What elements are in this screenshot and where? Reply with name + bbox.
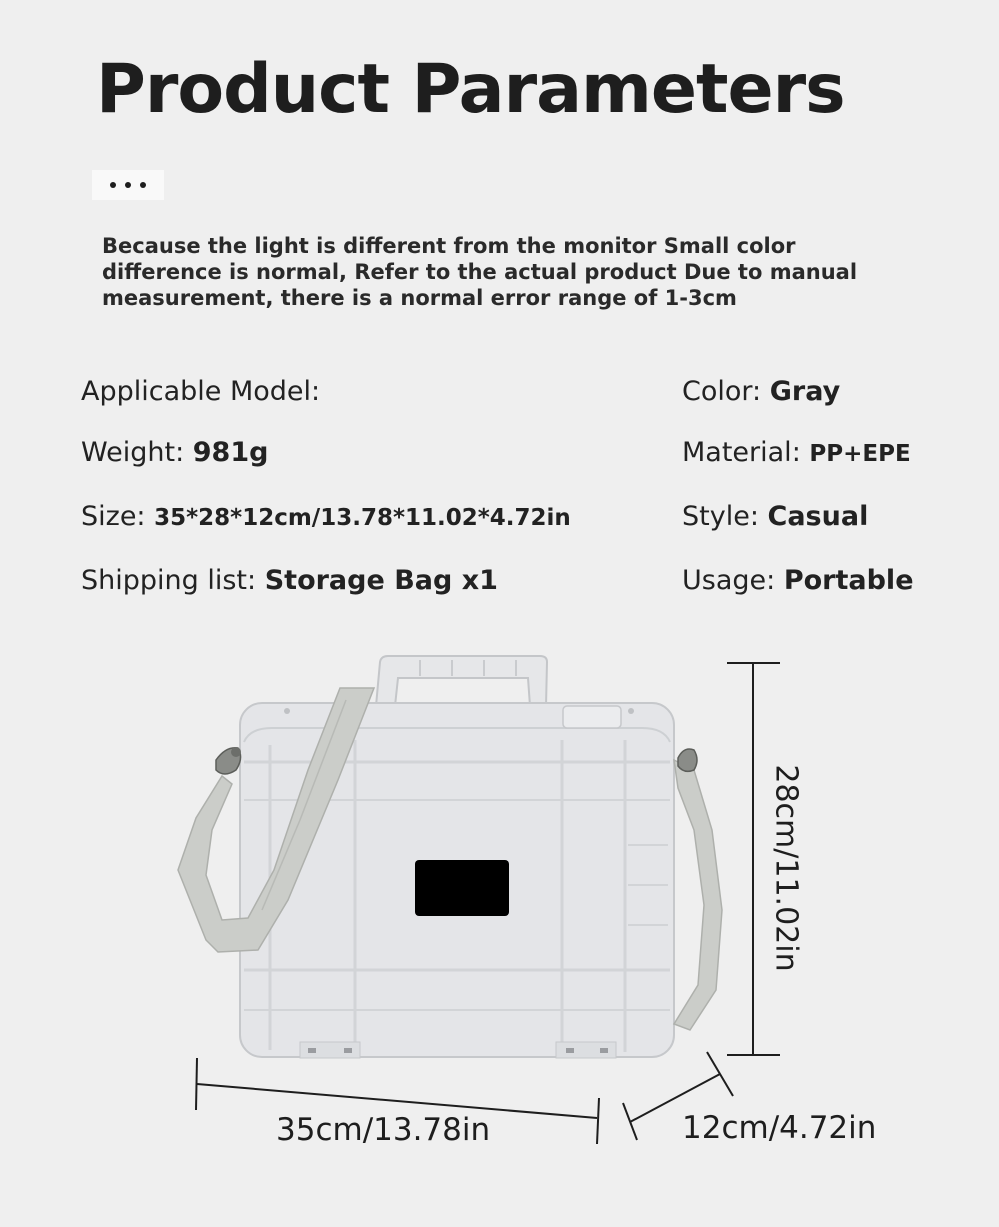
color-measurement-notice: Because the light is different from the monitor Small color difference is normal, Refer to the actual product Due to manual measurement, there is a normal error range of 1-3cm <box>102 234 858 310</box>
case-handle <box>376 656 547 706</box>
label-plate <box>415 860 509 916</box>
param-label: Weight: <box>81 437 185 468</box>
param-label: Size: <box>81 501 146 532</box>
param-label: Material: <box>682 437 801 468</box>
depth-dimension-label: 12cm/4.72in <box>682 1110 877 1146</box>
width-dimension-label: 35cm/13.78in <box>276 1112 491 1148</box>
param-label: Style: <box>682 501 759 532</box>
param-value: PP+EPE <box>809 441 911 467</box>
param-value: Storage Bag x1 <box>264 565 498 596</box>
page-title: Product Parameters <box>96 50 845 129</box>
param-label: Shipping list: <box>81 565 257 596</box>
param-label: Usage: <box>682 565 776 596</box>
param-value: Portable <box>783 565 914 596</box>
param-value: Gray <box>769 376 841 407</box>
param-value: 981g <box>192 437 269 468</box>
param-value: Casual <box>767 501 869 532</box>
param-label: Color: <box>682 376 762 407</box>
param-label: Applicable Model: <box>81 376 321 407</box>
param-value: 35*28*12cm/13.78*11.02*4.72in <box>154 505 571 531</box>
height-dimension-label: 28cm/11.02in <box>768 764 804 972</box>
